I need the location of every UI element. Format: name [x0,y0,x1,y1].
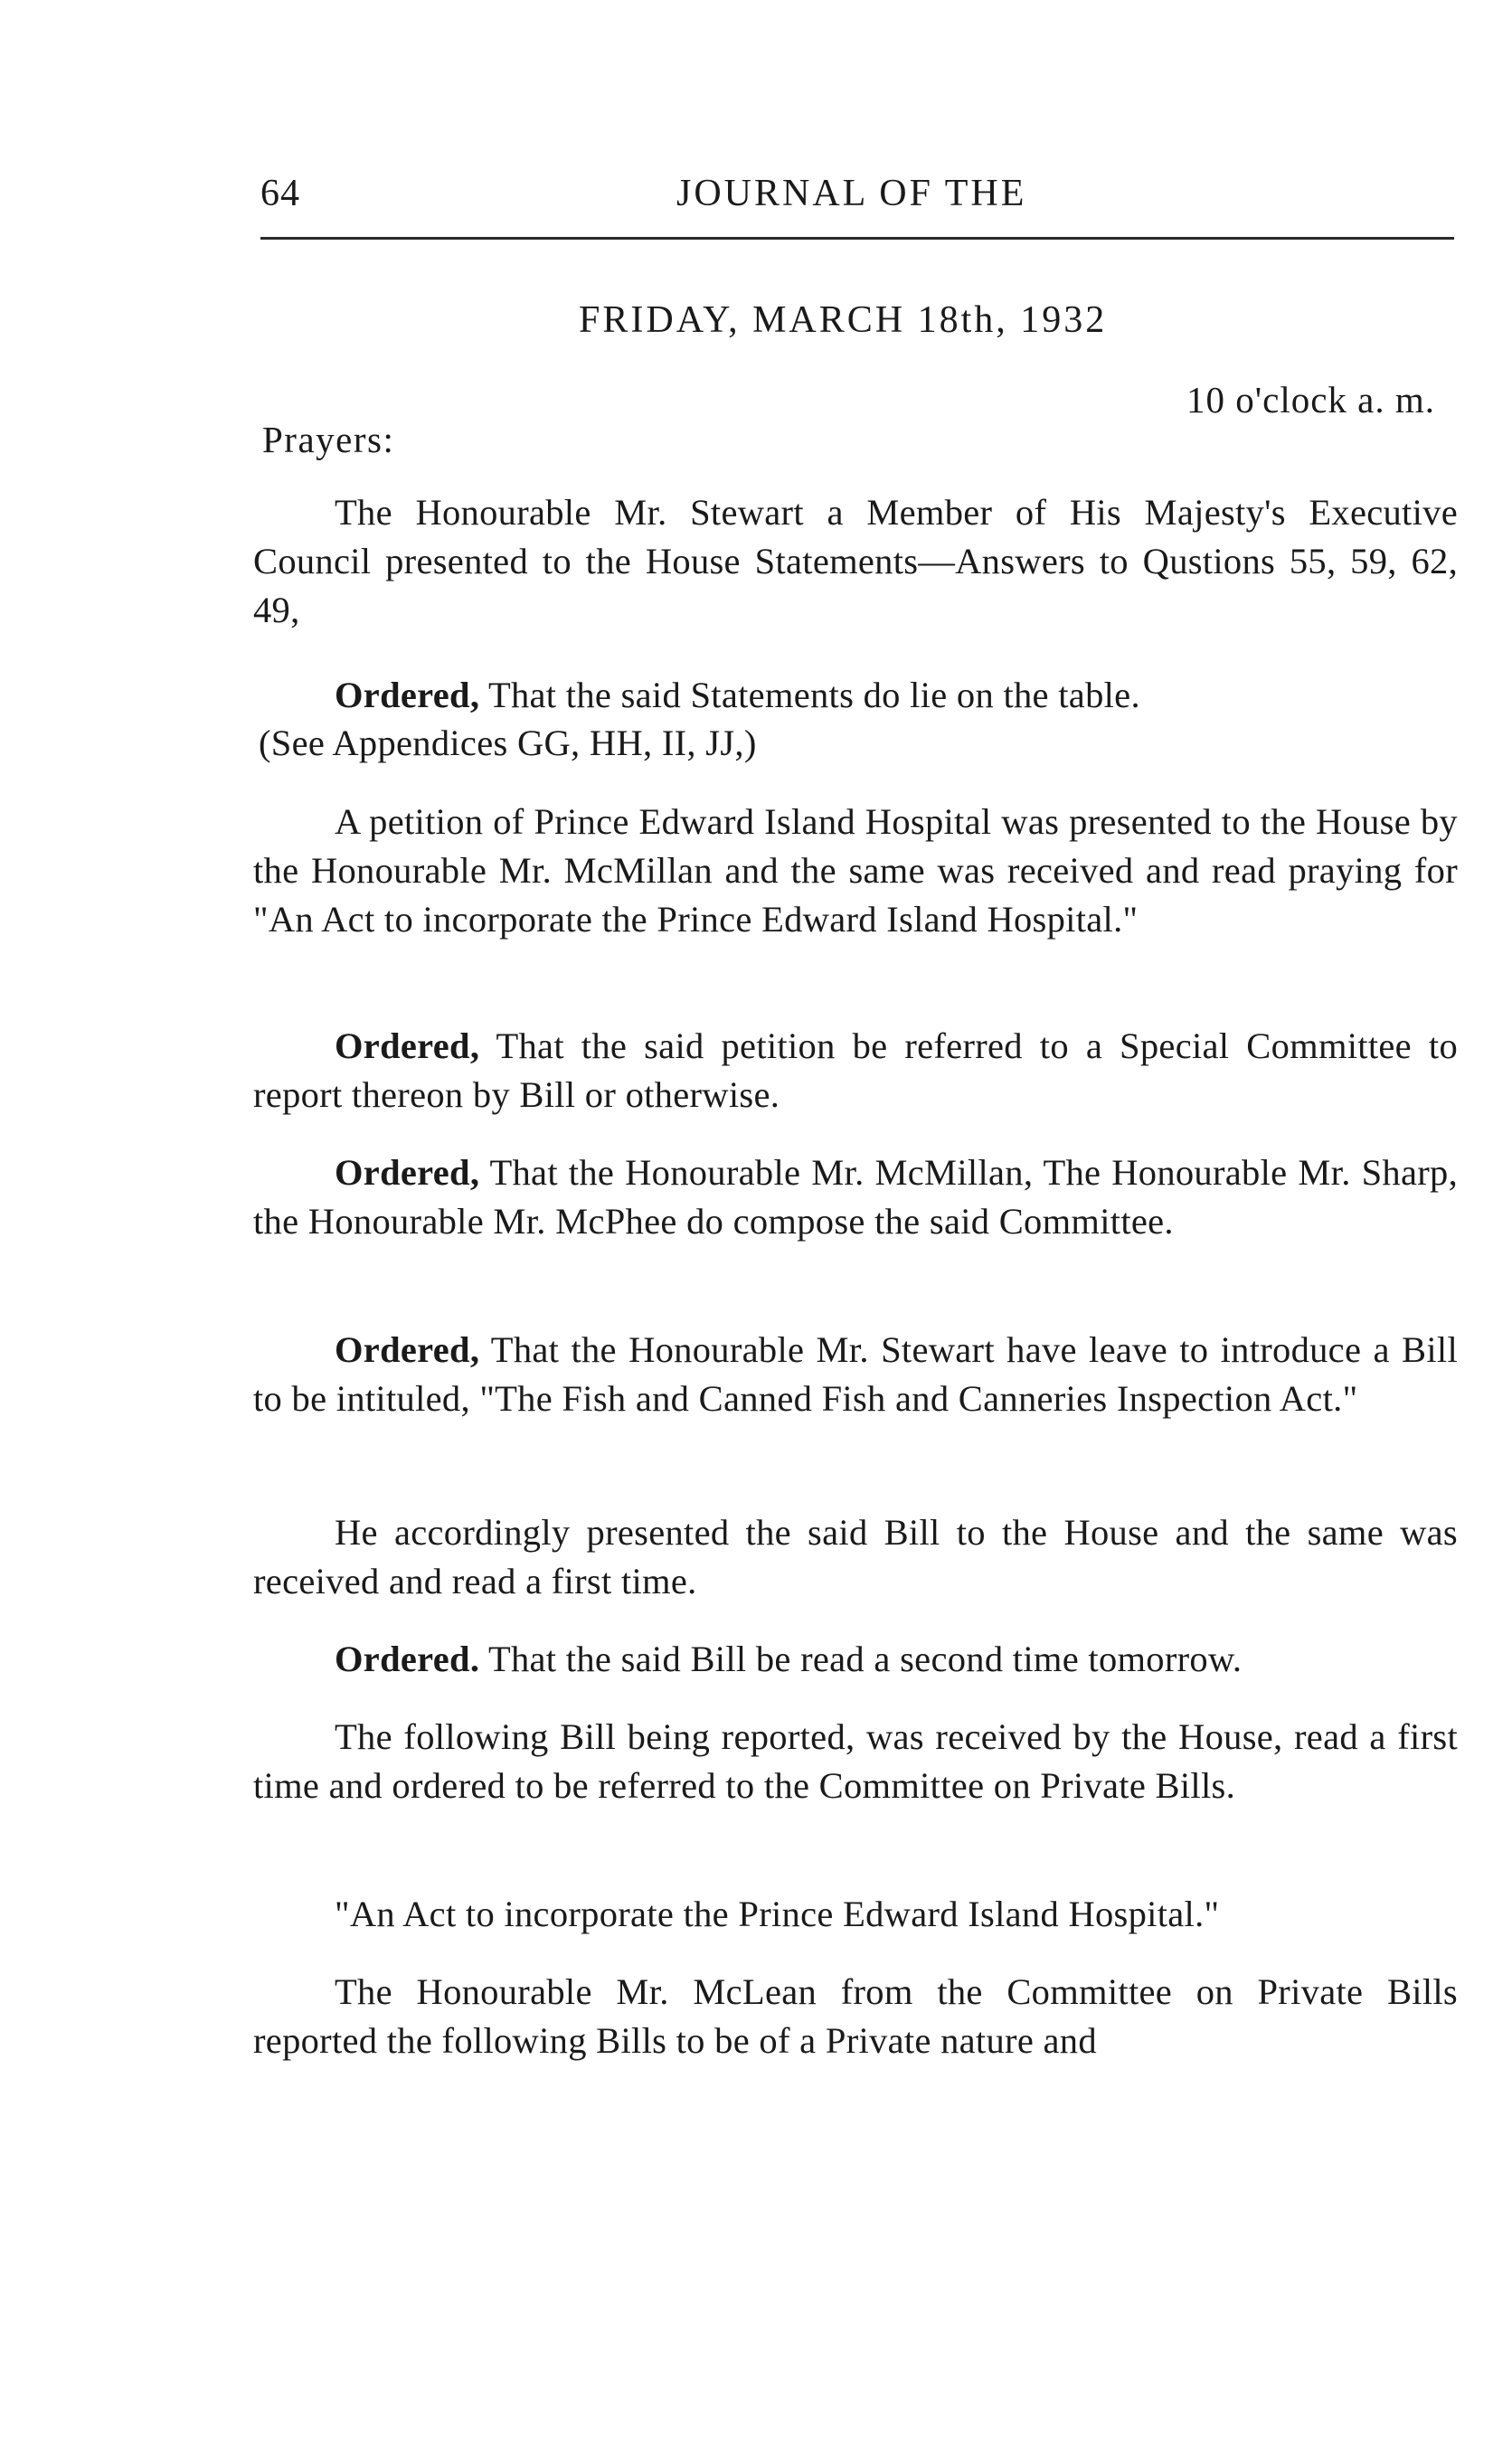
paragraph-bill-presented: He accordingly presented the said Bill to the House and the same was received and read a first time. [253,1512,1458,1601]
paragraph-act-title: "An Act to incorporate the Prince Edward Island Hospital." [335,1894,1220,1934]
ordered-label: Ordered, [335,1152,480,1193]
page-header [260,172,1454,226]
paragraph-petition: A petition of Prince Edward Island Hospital was presented to the House by the Honourable Mr. McMillan and the same was received and read praying for "An Act to incorporate the Prince Edward Island Hospital." [253,801,1458,940]
paragraph-ordered-second-reading: Ordered. That the said Bill be read a second time tomorrow. [335,1639,1243,1679]
paragraph-ordered-statements: Ordered, That the said Statements do lie on the table. [335,675,1140,715]
running-title: JOURNAL OF THE [676,173,1027,214]
ordered-label: Ordered, [335,675,480,715]
see-appendices-note: (See Appendices GG, HH, II, JJ,) [259,723,757,763]
paragraph-statements: The Honourable Mr. Stewart a Member of His Majesty's Executive Council presented to the House Statements—Answers to Qustions 55, 59, 62, 49, [253,492,1458,630]
session-date: FRIDAY, MARCH 18th, 1932 [579,299,1108,341]
paragraph-ordered-petition: Ordered, That the said petition be referred to a Special Committee to report thereon by Bill or otherwise. [253,1025,1458,1115]
session-time: 10 o'clock a. m. [1186,379,1436,420]
ordered-label: Ordered, [335,1329,480,1370]
page-number: 64 [260,173,300,214]
header-rule [260,237,1454,240]
paragraph-private-bills-report: The Honourable Mr. McLean from the Committee on Private Bills reported the following Bills to be of a Private nature and [253,1971,1458,2061]
paragraph-bill-reported: The following Bill being reported, was received by the House, read a first time and ordered to be referred to the Committee on Private Bills. [253,1716,1458,1806]
ordered-label: Ordered, [335,1025,480,1066]
prayers-label: Prayers: [262,419,395,460]
paragraph-ordered-bill-leave: Ordered, That the Honourable Mr. Stewart have leave to introduce a Bill to be intituled, "The Fish and Canned Fish and Canneries Inspection Act." [253,1329,1458,1419]
ordered-label: Ordered. [335,1639,480,1679]
paragraph-ordered-committee: Ordered, That the Honourable Mr. McMillan, The Honourable Mr. Sharp, the Honourable Mr. McPhee do compose the said Committee. [253,1152,1458,1242]
